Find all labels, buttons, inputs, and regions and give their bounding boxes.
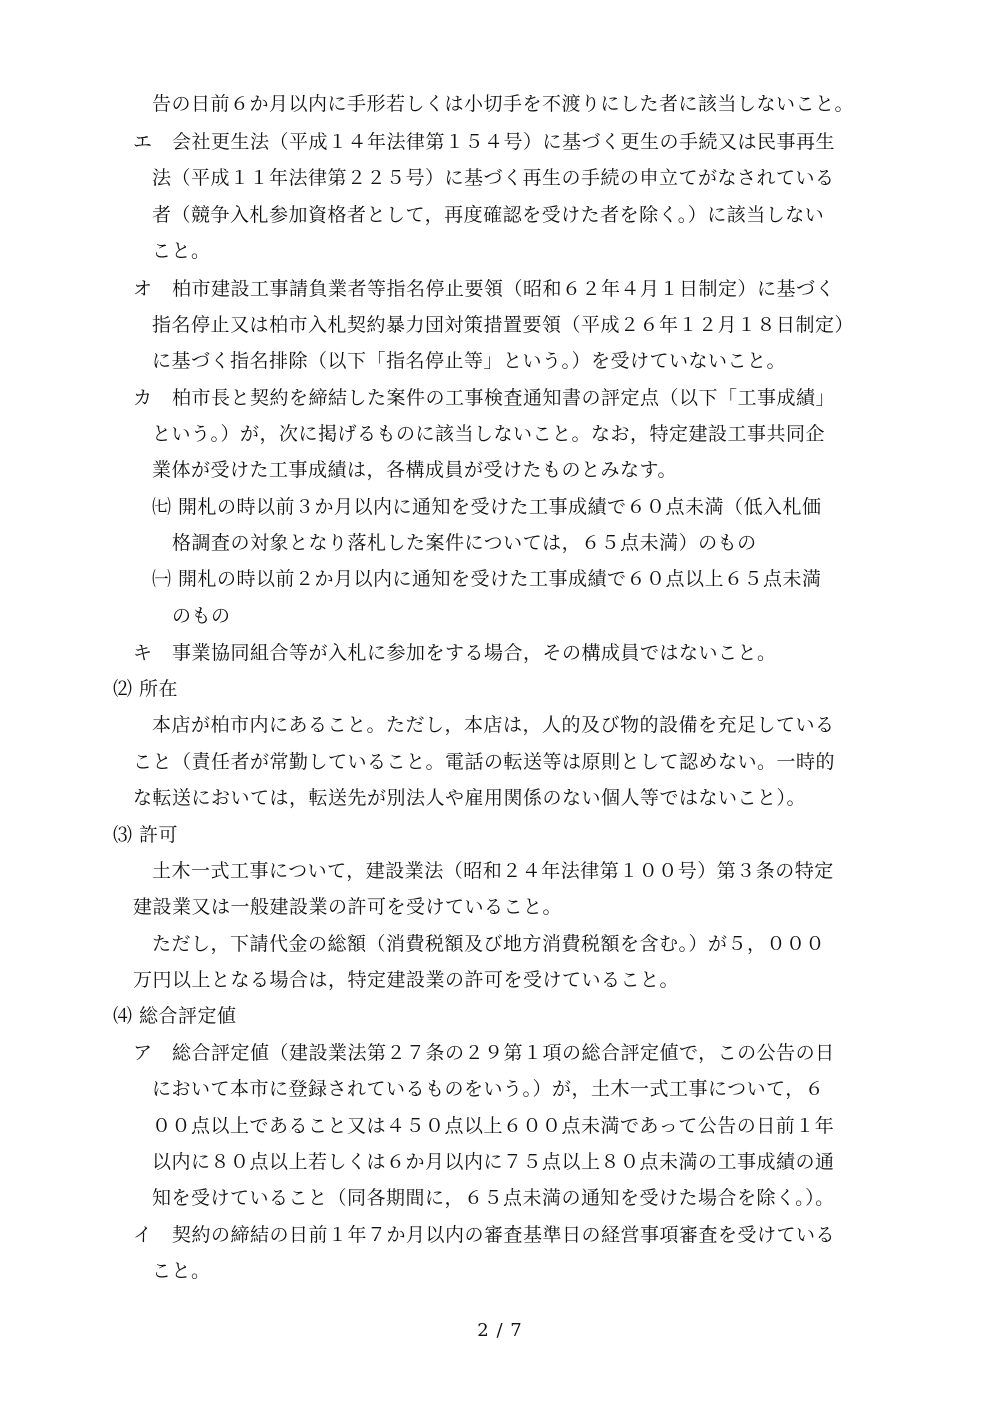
text-line: こと。 xyxy=(152,1260,211,1282)
text-line: において本市に登録されているものをいう。）が，土木一式工事について，６ xyxy=(152,1078,825,1100)
text-line: 本店が柏市内にあること。ただし，本店は，人的及び物的設備を充足している xyxy=(152,714,835,736)
text-line: 業体が受けた工事成績は，各構成員が受けたものとみなす。 xyxy=(152,459,677,481)
text-line: 指名停止又は柏市入札契約暴力団対策措置要領（平成２６年１２月１８日制定） xyxy=(152,314,855,336)
page-number: 2 / 7 xyxy=(477,1320,523,1341)
text-line: 格調査の対象となり落札した案件については，６５点未満）のもの xyxy=(172,532,757,554)
text-line: のもの xyxy=(172,605,231,627)
text-line: ただし，下請代金の総額（消費税額及び地方消費税額を含む。）が５，０００ xyxy=(152,933,826,955)
text-line: な転送においては，転送先が別法人や雇用関係のない個人等ではないこと）。 xyxy=(133,787,807,809)
text-line: キ 事業協同組合等が入札に参加をする場合，その構成員ではないこと。 xyxy=(133,642,777,664)
text-line: 建設業又は一般建設業の許可を受けていること。 xyxy=(133,896,563,918)
section-heading: ⑶ 許可 xyxy=(113,824,179,846)
section-heading: ⑵ 所在 xyxy=(113,678,179,700)
text-line: ア 総合評定値（建設業法第２７条の２９第１項の総合評定値で，この公告の日 xyxy=(133,1042,835,1064)
text-line: という。）が，次に掲げるものに該当しないこと。なお，特定建設工事共同企 xyxy=(152,423,826,445)
text-line: 以内に８０点以上若しくは６か月以内に７５点以上８０点未満の工事成績の通 xyxy=(152,1151,835,1173)
text-line: 告の日前６か月以内に手形若しくは小切手を不渡りにした者に該当しないこと。 xyxy=(152,93,855,115)
text-line: 知を受けていること（同各期間に，６５点未満の通知を受けた場合を除く。）。 xyxy=(152,1187,835,1209)
text-line: 者（競争入札参加資格者として，再度確認を受けた者を除く。）に該当しない xyxy=(152,204,825,226)
text-line: こと。 xyxy=(152,240,211,262)
text-line: に基づく指名排除（以下「指名停止等」という。）を受けていないこと。 xyxy=(152,350,787,372)
section-heading: ⑷ 総合評定値 xyxy=(113,1005,237,1027)
text-line: 万円以上となる場合は，特定建設業の許可を受けていること。 xyxy=(133,969,680,991)
text-line: 法（平成１１年法律第２２５号）に基づく再生の手続の申立てがなされている xyxy=(152,167,835,189)
text-line: カ 柏市長と契約を締結した案件の工事検査通知書の評定点（以下「工事成績」 xyxy=(133,387,836,409)
text-line: ㈠ 開札の時以前２か月以内に通知を受けた工事成績で６０点以上６５点未満 xyxy=(152,568,822,590)
text-line: オ 柏市建設工事請負業者等指名停止要領（昭和６２年４月１日制定）に基づく xyxy=(133,278,836,300)
text-line: エ 会社更生法（平成１４年法律第１５４号）に基づく更生の手続又は民事再生 xyxy=(133,131,836,153)
text-line: こと（責任者が常勤していること。電話の転送等は原則として認めない。一時的 xyxy=(133,751,836,773)
text-line: ㈦ 開札の時以前３か月以内に通知を受けた工事成績で６０点未満（低入札価 xyxy=(152,496,822,518)
text-line: イ 契約の締結の日前１年７か月以内の審査基準日の経営事項審査を受けている xyxy=(133,1224,836,1246)
text-line: ００点以上であること又は４５０点以上６００点未満であって公告の日前１年 xyxy=(152,1115,835,1137)
text-line: 土木一式工事について，建設業法（昭和２４年法律第１００号）第３条の特定 xyxy=(152,860,834,882)
